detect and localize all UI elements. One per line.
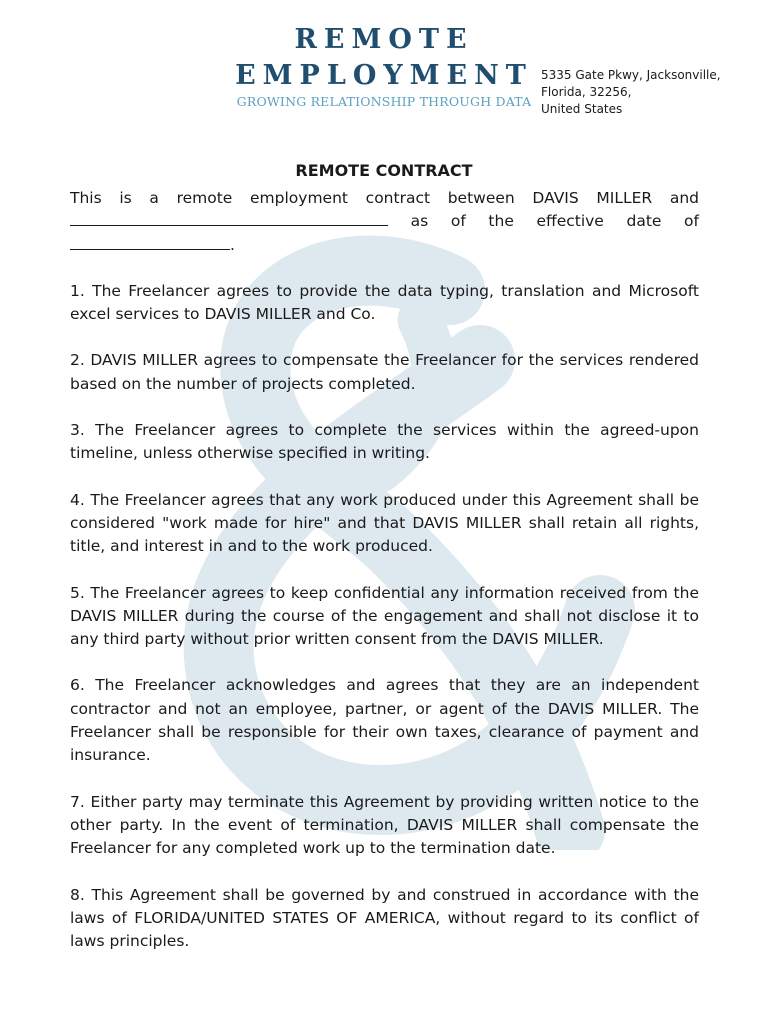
clause: 3. The Freelancer agrees to complete the services within the agreed-upon timeline, unless otherwise specified in writing.	[70, 421, 699, 463]
clause: 7. Either party may terminate this Agreement by providing written notice to the other party. In the event of termination, DAVIS MILLER shall compensate the Freelancer for any completed work up to the termination date.	[70, 792, 699, 858]
clause: 5. The Freelancer agrees to keep confidential any information received from the DAVIS MILLER during the course of the engagement and shall not disclose it to any third party without prior written consent from the DAVIS MILLER.	[70, 583, 699, 649]
letterhead	[0, 22, 768, 122]
brand-logo	[226, 22, 542, 109]
effective-date-blank[interactable]	[70, 235, 230, 250]
clause: 1. The Freelancer agrees to provide the data typing, translation and Microsoft excel services to DAVIS MILLER and Co.	[70, 281, 699, 324]
brand-name-line1: REMOTE	[294, 24, 474, 55]
contract-title: REMOTE CONTRACT	[295, 161, 473, 180]
address-line: United States	[541, 102, 623, 116]
brand-name-line2: EMPLOYMENT	[235, 60, 533, 91]
intro-text: This is a remote employment contract between DAVIS MILLER and	[70, 189, 699, 207]
contract-intro	[70, 187, 699, 234]
contract-body	[70, 187, 699, 976]
clause: 6. The Freelancer acknowledges and agrees that they are an independent contractor and not an employee, partner, or agent of the DAVIS MILLER. The Freelancer shall be responsible for their own taxes, clearance of payment and insurance.	[70, 676, 699, 765]
party-name-blank[interactable]	[70, 211, 388, 226]
intro-text: as of the effective date of	[410, 212, 699, 231]
clause: 8. This Agreement shall be governed by and construed in accordance with the laws of FLORIDA/UNITED STATES OF AMERICA, without regard to its conflict of laws principles.	[70, 885, 699, 951]
clause: 2. DAVIS MILLER agrees to compensate the Freelancer for the services rendered based on the number of projects completed.	[70, 351, 699, 393]
contract-intro-end	[70, 234, 699, 257]
address-line: 5335 Gate Pkwy, Jacksonville,	[541, 68, 721, 82]
address-line: Florida, 32256,	[541, 85, 632, 99]
company-address	[541, 67, 721, 118]
clause: 4. The Freelancer agrees that any work produced under this Agreement shall be considered "work made for hire" and that DAVIS MILLER shall retain all rights, title, and interest in and to the work produced.	[70, 490, 699, 556]
brand-tagline: GROWING RELATIONSHIP THROUGH DATA	[236, 94, 532, 109]
intro-text: .	[230, 235, 235, 254]
